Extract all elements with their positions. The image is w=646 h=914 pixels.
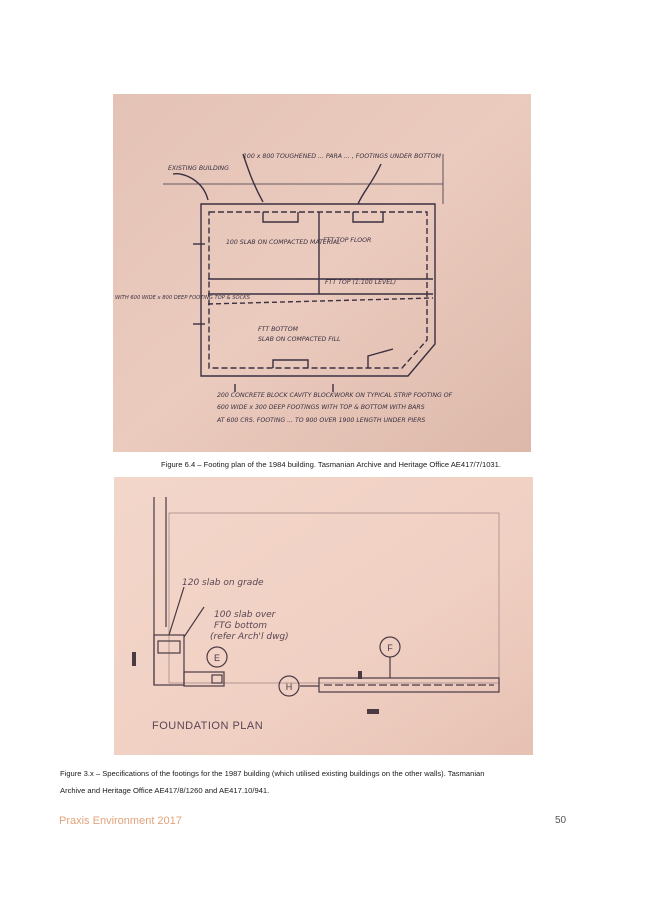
drawing-note-slab: 100 SLAB ON COMPACTED MATERIAL	[226, 239, 341, 246]
foundation-plan-photo-1987	[114, 477, 533, 755]
figure-3x-caption-line-2: Archive and Heritage Office AE417/8/1260 and AE417.10/941.	[60, 786, 270, 795]
drawing-note-slab-fill: SLAB ON COMPACTED FILL	[258, 336, 341, 343]
drawing-note-bottom-2: 600 WIDE x 300 DEEP FOOTINGS WITH TOP & BOTTOM WITH BARS	[217, 404, 425, 411]
footing-plan-photo-1984	[113, 94, 531, 452]
drawing-note-beam: FTT TOP (1:100 LEVEL)	[325, 279, 397, 286]
marker-f: F	[387, 643, 393, 653]
drawing-note-ftt: FTT TOP FLOOR	[323, 237, 372, 244]
drawing-note-100-slab-l3: (refer Arch'l dwg)	[210, 632, 289, 642]
drawing-note-100-slab-l1: 100 slab over	[214, 610, 276, 620]
drawing-note-120-slab: 120 slab on grade	[182, 578, 264, 588]
figure-3x-caption-line-1: Figure 3.x – Specifications of the footings for the 1987 building (which utilised existing buildings on the other walls). Tasmanian	[60, 769, 485, 778]
drawing-note-bottom-1: 200 CONCRETE BLOCK CAVITY BLOCKWORK ON TYPICAL STRIP FOOTING OF	[217, 392, 453, 399]
footer-brand: Praxis Environment 2017	[59, 815, 182, 827]
drawing-note-bottom-3: AT 600 CRS. FOOTING ... TO 900 OVER 1900 LENGTH UNDER PIERS	[217, 417, 426, 424]
drawing-note-ftt-bottom: FTT BOTTOM	[258, 326, 298, 333]
figure-6-4-caption: Figure 6.4 – Footing plan of the 1984 building. Tasmanian Archive and Heritage Office AE417/7/1031.	[161, 460, 501, 469]
drawing-note-existing: EXISTING BUILDING	[168, 165, 229, 172]
marker-e: E	[213, 653, 221, 663]
drawing-note-side: WITH 600 WIDE x 800 DEEP FOOTING TOP & SOCKS	[115, 295, 250, 301]
foundation-plan-title: FOUNDATION PLAN	[152, 720, 264, 732]
drawing-note-100-slab-l2: FTG bottom	[214, 621, 268, 631]
marker-h: H	[285, 682, 293, 692]
page-number: 50	[555, 815, 567, 826]
drawing-note-top: 100 x 800 TOUGHENED ... PARA ... , FOOTINGS UNDER BOTTOM	[243, 153, 442, 160]
